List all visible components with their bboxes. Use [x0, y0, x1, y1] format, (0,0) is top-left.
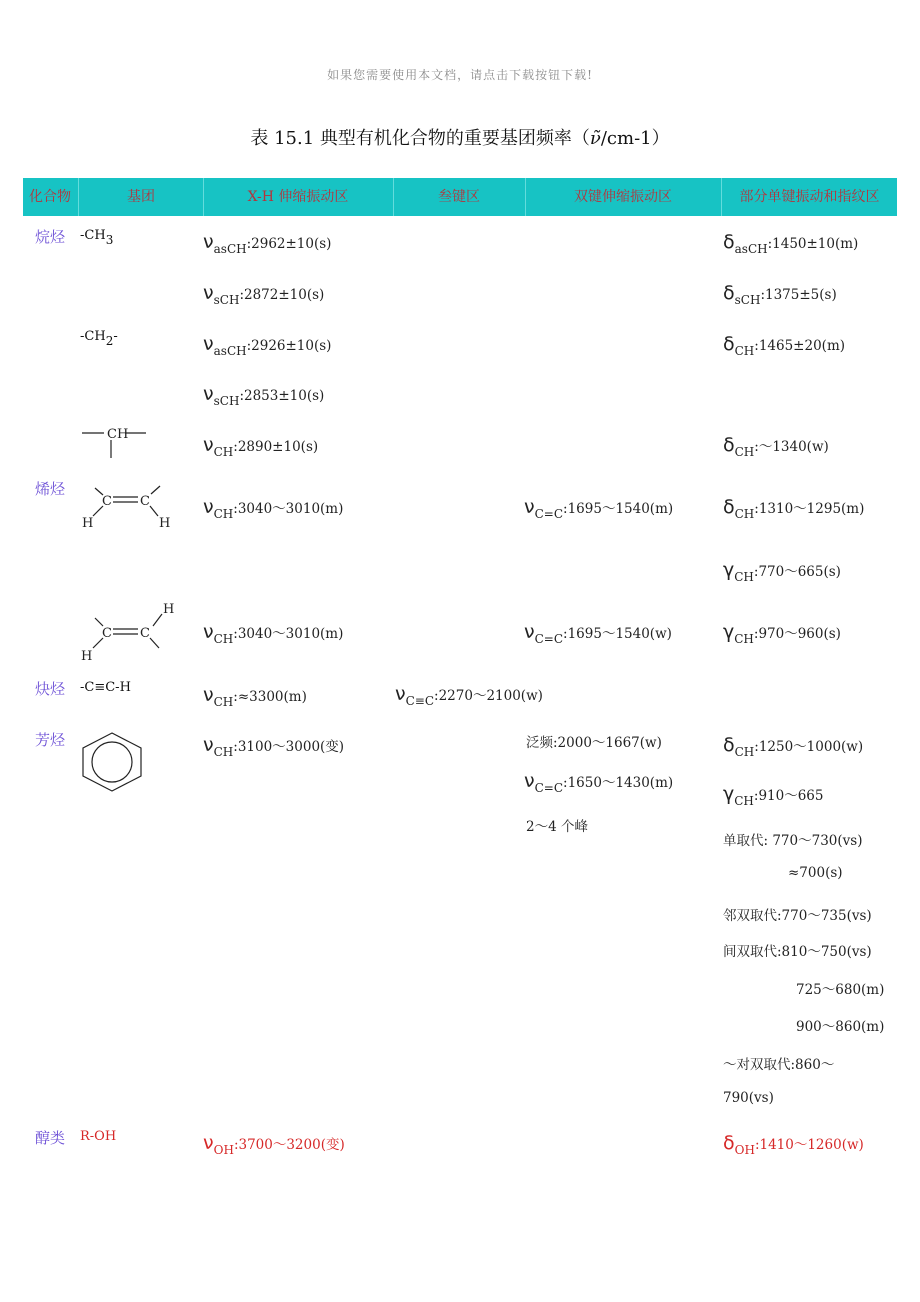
compound-alkane: 烷烃	[35, 228, 66, 246]
group-ch2: -CH2-	[80, 329, 118, 348]
fingerprint-value: 790(vs)	[723, 1090, 774, 1106]
fingerprint-value: δCH:1250～1000(w)	[723, 734, 864, 759]
fingerprint-value: γCH:770～665(s)	[723, 559, 841, 584]
header-xh-stretch: X-H 伸缩振动区	[247, 189, 349, 205]
fingerprint-value: δOH:1410～1260(w)	[723, 1132, 864, 1157]
double-bond-value: 泛频:2000～1667(w)	[526, 735, 662, 751]
benzene-ring-structure	[78, 730, 148, 792]
triple-bond-value: νC≡C:2270～2100(w)	[395, 683, 543, 708]
title-suffix: /cm-1）	[600, 128, 670, 149]
xh-value: νCH:2890±10(s)	[203, 434, 319, 459]
fingerprint-value: δCH:～1340(w)	[723, 434, 829, 459]
atom-h: H	[159, 516, 171, 531]
watermark: 如果您需要使用本文档，请点击下载按钮下载!	[327, 68, 593, 82]
fingerprint-value: δCH:1465±20(m)	[723, 333, 846, 358]
header-compound: 化合物	[29, 189, 71, 205]
xh-value: νCH:3040～3010(m)	[203, 621, 344, 646]
fingerprint-value: δsCH:1375±5(s)	[723, 282, 837, 307]
xh-value: νasCH:2926±10(s)	[203, 333, 332, 358]
group-alcohol: R-OH	[80, 1129, 117, 1144]
compound-arene: 芳烃	[35, 731, 66, 749]
fingerprint-value: 间双取代:810～750(vs)	[723, 944, 872, 960]
xh-value: νasCH:2962±10(s)	[203, 231, 332, 256]
group-alkyne: -C≡C-H	[80, 680, 131, 695]
atom-h: H	[82, 516, 94, 531]
xh-value: νCH:3100～3000(变)	[203, 734, 345, 759]
atom-c: C	[140, 626, 150, 641]
xh-value: νCH:3040～3010(m)	[203, 496, 344, 521]
fingerprint-value: 单取代: 770～730(vs)	[723, 833, 863, 849]
fingerprint-value: δasCH:1450±10(m)	[723, 231, 859, 256]
double-bond-value: 2～4 个峰	[526, 819, 588, 835]
compound-alcohol: 醇类	[35, 1129, 66, 1147]
methine-label: CH	[107, 427, 129, 442]
xh-value: νOH:3700～3200(变)	[203, 1132, 345, 1157]
cis-alkene-structure	[78, 478, 178, 538]
header-fingerprint: 部分单键振动和指纹区	[739, 189, 880, 205]
atom-h: H	[81, 649, 93, 664]
fingerprint-value: γCH:970～960(s)	[723, 621, 841, 646]
group-ch3: -CH3	[80, 228, 114, 247]
atom-c: C	[102, 494, 112, 509]
nu-tilde-symbol: ν̃	[589, 128, 601, 149]
compound-alkene: 烯烃	[35, 480, 66, 498]
methine-structure	[78, 420, 154, 462]
fingerprint-value: δCH:1310～1295(m)	[723, 496, 865, 521]
xh-value: νsCH:2872±10(s)	[203, 282, 325, 307]
double-bond-value: νC=C:1695～1540(w)	[524, 621, 672, 646]
compound-alkyne: 炔烃	[35, 680, 66, 698]
double-bond-value: νC=C:1650～1430(m)	[524, 770, 674, 795]
trans-alkene-structure	[78, 598, 178, 664]
atom-c: C	[102, 626, 112, 641]
table-header	[23, 178, 897, 216]
xh-value: νCH:≈3300(m)	[203, 684, 307, 709]
atom-h: H	[163, 602, 175, 617]
fingerprint-value: ≈700(s)	[788, 865, 843, 881]
header-double-bond: 双键伸缩振动区	[574, 189, 672, 205]
fingerprint-value: 725～680(m)	[796, 982, 885, 998]
atom-c: C	[140, 494, 150, 509]
xh-value: νsCH:2853±10(s)	[203, 383, 325, 408]
double-bond-value: νC=C:1695～1540(m)	[524, 496, 674, 521]
header-group: 基团	[127, 189, 155, 205]
fingerprint-value: γCH:910～665	[723, 783, 824, 808]
header-triple-bond: 叁键区	[438, 189, 480, 205]
fingerprint-value: 邻双取代:770～735(vs)	[723, 908, 872, 924]
table-title	[0, 124, 920, 150]
fingerprint-value: 900～860(m)	[796, 1019, 885, 1035]
title-prefix: 表 15.1 典型有机化合物的重要基团频率（	[250, 128, 590, 149]
fingerprint-value: ～对双取代:860～	[723, 1057, 835, 1073]
